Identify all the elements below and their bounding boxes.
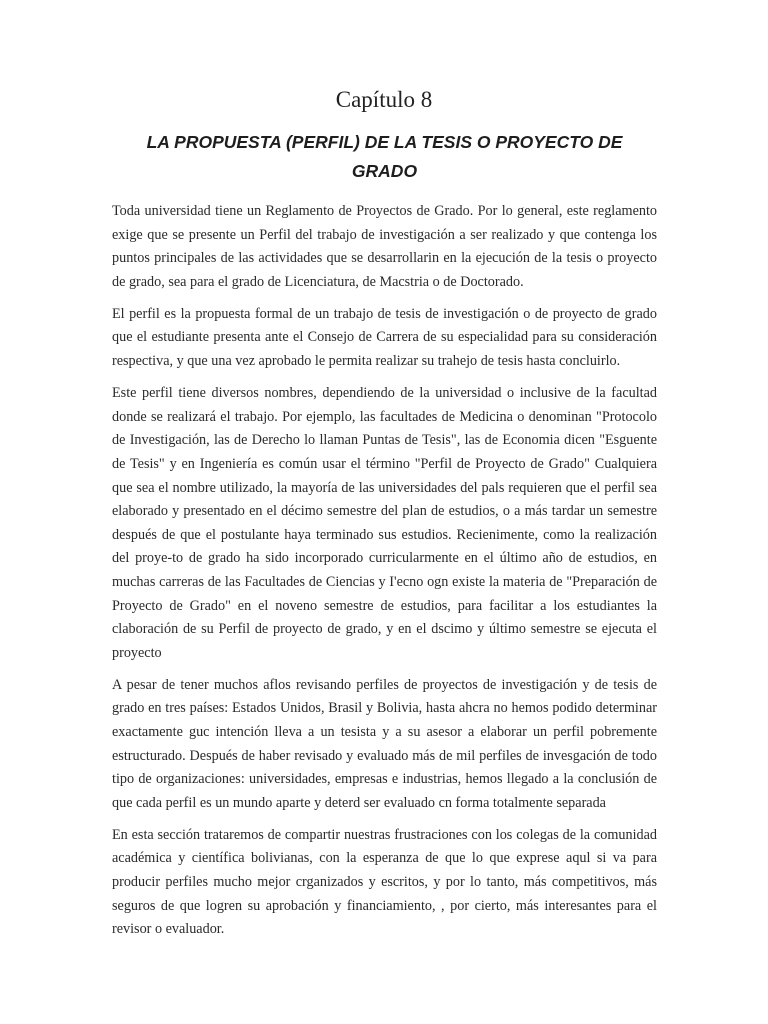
chapter-title: Capítulo 8 [335,87,433,112]
paragraph: A pesar de tener muchos aflos revisando perfiles de proyectos de investigación y de tesis de grado en tres países: Estados Unidos, Brasil y Bolivia, hasta ahcra no hemos podido determinar exactamente guc intención lleva a un tesista y a su asesor a elaborar un perfil pobremente estructurado. Después de haber revisado y evaluado más de mil perfiles de invesgación de todo tipo de organizaciones: universidades, empresas e industrias, hemos llegado a la conclusión de que cada perfil es un mundo aparte y deterd ser evaluado cn forma totalmente separada [112,676,657,811]
paragraph: El perfil es la propuesta formal de un trabajo de tesis de investigación o de proyecto de grado que el estudiante presenta ante el Consejo de Carrera de su especialidad para su consideración respectiva, y que una vez aprobado le permita realizar su trahejo de tesis hasta concluirlo. [112,305,657,370]
body-text [112,200,657,950]
paragraph: Toda universidad tiene un Reglamento de Proyectos de Grado. Por lo general, este reglamento exige que se presente un Perfil del trabajo de investigación a ser realizado y que contenga los puntos principales de las actividades que se desarrollarin en la ejecución de la tesis o proyecto de grado, sea para el grado de Licenciatura, de Macstria o de Doctorado. [112,203,657,290]
paragraph: Este perfil tiene diversos nombres, dependiendo de la universidad o inclusive de la facultad donde se realizará el trabajo. Por ejemplo, las facultades de Medicina o denominan "Protocolo de Investigación, las de Derecho lo llaman Puntas de Tesis", las de Economia dicen "Esguente de Tesis" y en Ingeniería es común usar el término "Perfil de Proyecto de Grado" Cualquiera que sea el nombre utilizado, la mayoría de las universidades del pals requieren que el perfil sea elaborado y presentado en el décimo semestre del plan de estudios, o a más tardar un semestre después de que el postulante haya terminado sus estudios. Recienimente, como la realización del proye-to de grado ha sido incorporado curricularmente en el último año de estudios, en muchas carreras de las Facultades de Ciencias y I'ecno ogn existe la materia de "Preparación de Proyecto de Grado" en el noveno semestre de estudios, para facilitar a los estudiantes la claboración de su Perfil de proyecto de grado, y en el dscimo y último semestre se ejecuta el proyecto [112,385,657,661]
paragraph: En esta sección trataremos de compartir nuestras frustraciones con los colegas de la comunidad académica y científica bolivianas, con la esperanza de que lo que exprese aqul si va para producir perfiles mucho mejor crganizados y escritos, y por lo tanto, más competitivos, más seguros de que logren su aprobación y financiamiento, , por cierto, más interesantes para el revisor o evaluador. [112,826,657,938]
section-heading: LA PROPUESTA (PERFIL) DE LA TESIS O PROYECTO DE GRADO [146,132,623,181]
